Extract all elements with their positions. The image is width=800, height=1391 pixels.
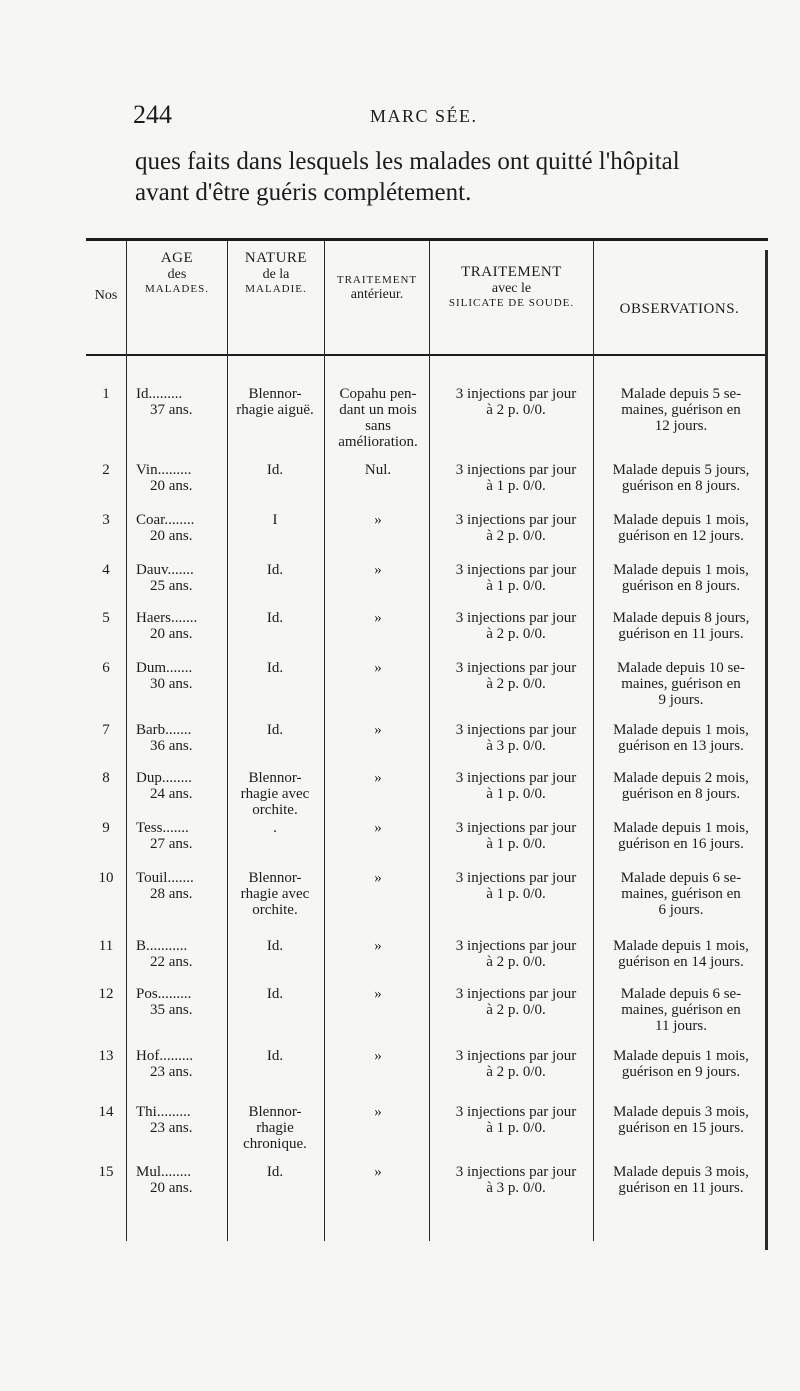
previous-treatment-line: amélioration.: [338, 434, 418, 450]
patient-cell: [136, 562, 226, 594]
previous-treatment-cell: [326, 820, 430, 836]
disease-nature-line: rhagie aiguë.: [236, 402, 314, 418]
patient-age: 20 ans.: [150, 1180, 193, 1196]
header-prev: [325, 274, 429, 303]
observation-line: maines, guérison en: [621, 402, 741, 418]
patient-name: Mul........: [136, 1164, 192, 1180]
observation-cell: [597, 660, 765, 708]
patient-age: 25 ans.: [150, 578, 193, 594]
disease-nature-cell: [232, 1104, 318, 1152]
silicate-treatment-line: à 2 p. 0/0.: [486, 954, 546, 970]
previous-treatment-line: »: [374, 512, 382, 528]
disease-nature-line: Id.: [266, 722, 284, 738]
patient-name: Tess.......: [136, 820, 189, 836]
disease-nature-line: Blennor-: [248, 386, 302, 402]
silicate-treatment-cell: [432, 1104, 600, 1136]
patient-cell: [136, 986, 226, 1018]
header-prev-l2: antérieur.: [350, 286, 404, 302]
silicate-treatment-line: à 1 p. 0/0.: [486, 578, 546, 594]
row-number: 6: [102, 660, 110, 676]
observation-line: Malade depuis 10 se-: [617, 660, 745, 676]
previous-treatment-line: »: [374, 1164, 382, 1180]
patient-cell: [136, 610, 226, 642]
patient-name: Dup........: [136, 770, 192, 786]
silicate-treatment-cell: [432, 386, 600, 418]
row-number: 13: [98, 1048, 114, 1064]
observation-cell: [597, 386, 765, 434]
patient-name: Thi.........: [136, 1104, 191, 1120]
disease-nature-line: I: [272, 512, 278, 528]
header-obs: [594, 300, 765, 318]
previous-treatment-line: »: [374, 820, 382, 836]
row-number: 9: [102, 820, 110, 836]
silicate-treatment-cell: [432, 562, 600, 594]
silicate-treatment-line: 3 injections par jour: [455, 610, 577, 626]
previous-treatment-cell: [326, 938, 430, 954]
patient-name: Vin.........: [136, 462, 192, 478]
header-treat: [430, 264, 593, 310]
patient-cell: [136, 386, 226, 418]
silicate-treatment-cell: [432, 820, 600, 852]
observation-line: Malade depuis 8 jours,: [612, 610, 750, 626]
silicate-treatment-line: à 1 p. 0/0.: [486, 836, 546, 852]
previous-treatment-line: dant un mois: [339, 402, 417, 418]
silicate-treatment-line: 3 injections par jour: [455, 1164, 577, 1180]
disease-nature-cell: [232, 870, 318, 918]
disease-nature-cell: [232, 1048, 318, 1064]
patient-cell: [136, 820, 226, 852]
observation-cell: [597, 512, 765, 544]
disease-nature-cell: [232, 462, 318, 478]
observation-line: 12 jours.: [654, 418, 708, 434]
patient-cell: [136, 770, 226, 802]
silicate-treatment-cell: [432, 770, 600, 802]
silicate-treatment-line: à 1 p. 0/0.: [486, 1120, 546, 1136]
observation-cell: [597, 462, 765, 494]
header-num: [86, 286, 126, 304]
silicate-treatment-line: 3 injections par jour: [455, 660, 577, 676]
column-divider: [324, 241, 325, 1241]
silicate-treatment-cell: [432, 610, 600, 642]
page-number: 244: [133, 100, 172, 129]
observation-line: Malade depuis 5 jours,: [612, 462, 750, 478]
previous-treatment-line: »: [374, 986, 382, 1002]
previous-treatment-cell: [326, 462, 430, 478]
silicate-treatment-line: à 2 p. 0/0.: [486, 528, 546, 544]
previous-treatment-cell: [326, 386, 430, 450]
silicate-treatment-cell: [432, 512, 600, 544]
header-nature: [228, 250, 324, 296]
disease-nature-cell: [232, 770, 318, 818]
row-number: 15: [98, 1164, 114, 1180]
header-age: [127, 250, 227, 296]
disease-nature-line: Id.: [266, 462, 284, 478]
silicate-treatment-line: à 1 p. 0/0.: [486, 786, 546, 802]
previous-treatment-line: »: [374, 1104, 382, 1120]
patient-cell: [136, 870, 226, 902]
previous-treatment-line: »: [374, 722, 382, 738]
disease-nature-line: Id.: [266, 660, 284, 676]
observation-line: Malade depuis 1 mois,: [613, 562, 749, 578]
disease-nature-line: Id.: [266, 610, 284, 626]
header-treat-l2: avec le: [491, 281, 532, 297]
observation-cell: [597, 870, 765, 918]
header-treat-l1: TRAITEMENT: [461, 264, 562, 280]
header-obs-label: OBSERVATIONS.: [619, 301, 740, 317]
disease-nature-line: chronique.: [243, 1136, 307, 1152]
silicate-treatment-line: à 2 p. 0/0.: [486, 676, 546, 692]
patient-age: 22 ans.: [150, 954, 193, 970]
row-number: 2: [102, 462, 110, 478]
column-divider: [227, 241, 228, 1241]
header-age-l3: MALADES.: [145, 283, 209, 296]
patient-age: 20 ans.: [150, 626, 193, 642]
silicate-treatment-line: 3 injections par jour: [455, 770, 577, 786]
intro-line: avant d'être guéris complétement.: [135, 179, 472, 206]
patient-name: Haers.......: [136, 610, 198, 626]
observation-line: Malade depuis 6 se-: [620, 870, 742, 886]
observation-cell: [597, 770, 765, 802]
patient-cell: [136, 1104, 226, 1136]
table-right-border: [765, 250, 768, 1250]
observation-cell: [597, 1048, 765, 1080]
silicate-treatment-cell: [432, 870, 600, 902]
header-age-l1: AGE: [160, 250, 194, 266]
disease-nature-line: Blennor-: [248, 1104, 302, 1120]
silicate-treatment-line: 3 injections par jour: [455, 1104, 577, 1120]
observation-line: guérison en 14 jours.: [618, 954, 744, 970]
patient-cell: [136, 1048, 226, 1080]
header-num-label: Nos: [94, 288, 118, 303]
patient-name: Hof.........: [136, 1048, 194, 1064]
patient-age: 36 ans.: [150, 738, 193, 754]
disease-nature-line: Id.: [266, 938, 284, 954]
observation-line: Malade depuis 5 se-: [620, 386, 742, 402]
header-age-l2: des: [167, 267, 187, 283]
observation-line: guérison en 8 jours.: [621, 786, 741, 802]
observation-cell: [597, 938, 765, 970]
observation-line: maines, guérison en: [621, 676, 741, 692]
silicate-treatment-cell: [432, 1164, 600, 1196]
previous-treatment-line: »: [374, 870, 382, 886]
previous-treatment-line: »: [374, 660, 382, 676]
patient-age: 23 ans.: [150, 1064, 193, 1080]
disease-nature-line: orchite.: [252, 802, 298, 818]
silicate-treatment-line: à 2 p. 0/0.: [486, 1002, 546, 1018]
previous-treatment-line: Nul.: [364, 462, 392, 478]
patient-cell: [136, 462, 226, 494]
header-nature-l2: de la: [262, 267, 290, 283]
previous-treatment-line: sans: [365, 418, 391, 434]
observation-line: 11 jours.: [655, 1018, 707, 1034]
row-number: 4: [102, 562, 110, 578]
header-nature-l1: NATURE: [244, 250, 308, 266]
silicate-treatment-cell: [432, 1048, 600, 1080]
row-number: 3: [102, 512, 110, 528]
silicate-treatment-line: 3 injections par jour: [455, 386, 577, 402]
silicate-treatment-line: 3 injections par jour: [455, 512, 577, 528]
disease-nature-cell: [232, 986, 318, 1002]
patient-cell: [136, 722, 226, 754]
patient-cell: [136, 660, 226, 692]
silicate-treatment-line: 3 injections par jour: [455, 870, 577, 886]
silicate-treatment-line: 3 injections par jour: [455, 938, 577, 954]
row-number: 10: [98, 870, 114, 886]
observation-line: guérison en 9 jours.: [621, 1064, 741, 1080]
observation-line: guérison en 11 jours.: [618, 626, 744, 642]
disease-nature-line: rhagie: [256, 1120, 294, 1136]
disease-nature-line: Blennor-: [248, 770, 302, 786]
patient-cell: [136, 1164, 226, 1196]
observation-line: Malade depuis 2 mois,: [613, 770, 749, 786]
running-head: MARC SÉE.: [370, 106, 478, 126]
row-number: 11: [98, 938, 114, 954]
disease-nature-cell: [232, 660, 318, 676]
observation-line: Malade depuis 1 mois,: [613, 1048, 749, 1064]
disease-nature-line: Id.: [266, 986, 284, 1002]
silicate-treatment-cell: [432, 660, 600, 692]
previous-treatment-cell: [326, 660, 430, 676]
silicate-treatment-cell: [432, 986, 600, 1018]
silicate-treatment-line: à 1 p. 0/0.: [486, 478, 546, 494]
disease-nature-line: rhagie avec: [240, 786, 310, 802]
observation-line: maines, guérison en: [621, 886, 741, 902]
observation-line: guérison en 16 jours.: [618, 836, 744, 852]
previous-treatment-line: »: [374, 770, 382, 786]
patient-age: 20 ans.: [150, 478, 193, 494]
previous-treatment-cell: [326, 770, 430, 786]
observation-cell: [597, 820, 765, 852]
silicate-treatment-line: à 1 p. 0/0.: [486, 886, 546, 902]
silicate-treatment-line: à 2 p. 0/0.: [486, 626, 546, 642]
observation-line: Malade depuis 1 mois,: [613, 512, 749, 528]
patient-age: 24 ans.: [150, 786, 193, 802]
silicate-treatment-line: à 3 p. 0/0.: [486, 738, 546, 754]
disease-nature-line: orchite.: [252, 902, 298, 918]
patient-name: Dauv.......: [136, 562, 194, 578]
silicate-treatment-cell: [432, 462, 600, 494]
observation-line: guérison en 8 jours.: [621, 578, 741, 594]
disease-nature-cell: [232, 938, 318, 954]
disease-nature-cell: [232, 512, 318, 528]
observation-cell: [597, 1164, 765, 1196]
patient-age: 27 ans.: [150, 836, 193, 852]
previous-treatment-cell: [326, 986, 430, 1002]
previous-treatment-cell: [326, 1048, 430, 1064]
patient-name: Pos.........: [136, 986, 192, 1002]
header-prev-l1: TRAITEMENT: [336, 274, 418, 286]
silicate-treatment-line: 3 injections par jour: [455, 562, 577, 578]
intro-paragraph: [135, 146, 765, 208]
silicate-treatment-line: 3 injections par jour: [455, 722, 577, 738]
patient-age: 35 ans.: [150, 1002, 193, 1018]
observation-line: Malade depuis 3 mois,: [613, 1164, 749, 1180]
previous-treatment-cell: [326, 512, 430, 528]
row-number: 14: [98, 1104, 114, 1120]
intro-line: ques faits dans lesquels les malades ont quitté l'hôpital: [135, 148, 680, 175]
observation-line: guérison en 15 jours.: [618, 1120, 744, 1136]
observations-table: [86, 238, 768, 1250]
silicate-treatment-line: 3 injections par jour: [455, 986, 577, 1002]
disease-nature-line: Id.: [266, 1164, 284, 1180]
observation-cell: [597, 562, 765, 594]
previous-treatment-line: »: [374, 610, 382, 626]
row-number: 12: [98, 986, 114, 1002]
disease-nature-cell: [232, 820, 318, 836]
patient-age: 37 ans.: [150, 402, 193, 418]
previous-treatment-cell: [326, 562, 430, 578]
observation-line: Malade depuis 1 mois,: [613, 722, 749, 738]
patient-name: Id.........: [136, 386, 183, 402]
previous-treatment-cell: [326, 610, 430, 626]
patient-name: B...........: [136, 938, 188, 954]
previous-treatment-cell: [326, 1104, 430, 1120]
disease-nature-line: rhagie avec: [240, 886, 310, 902]
observation-cell: [597, 986, 765, 1034]
disease-nature-line: Id.: [266, 562, 284, 578]
header-rule: [86, 354, 768, 356]
row-number: 5: [102, 610, 110, 626]
patient-name: Dum.......: [136, 660, 193, 676]
disease-nature-cell: [232, 562, 318, 578]
silicate-treatment-line: 3 injections par jour: [455, 462, 577, 478]
disease-nature-cell: [232, 1164, 318, 1180]
patient-name: Barb.......: [136, 722, 192, 738]
silicate-treatment-line: à 2 p. 0/0.: [486, 1064, 546, 1080]
disease-nature-cell: [232, 610, 318, 626]
previous-treatment-line: »: [374, 562, 382, 578]
previous-treatment-line: »: [374, 938, 382, 954]
observation-line: guérison en 12 jours.: [618, 528, 744, 544]
observation-line: 6 jours.: [658, 902, 704, 918]
disease-nature-line: Id.: [266, 1048, 284, 1064]
patient-cell: [136, 938, 226, 970]
previous-treatment-line: Copahu pen-: [339, 386, 417, 402]
silicate-treatment-line: à 3 p. 0/0.: [486, 1180, 546, 1196]
patient-name: Coar........: [136, 512, 195, 528]
row-number: 7: [102, 722, 110, 738]
patient-age: 28 ans.: [150, 886, 193, 902]
silicate-treatment-cell: [432, 938, 600, 970]
header-nature-l3: MALADIE.: [245, 283, 307, 296]
previous-treatment-cell: [326, 1164, 430, 1180]
disease-nature-line: Blennor-: [248, 870, 302, 886]
patient-name: Touil.......: [136, 870, 194, 886]
observation-cell: [597, 722, 765, 754]
observation-line: Malade depuis 1 mois,: [613, 820, 749, 836]
silicate-treatment-line: à 2 p. 0/0.: [486, 402, 546, 418]
observation-line: Malade depuis 3 mois,: [613, 1104, 749, 1120]
patient-age: 20 ans.: [150, 528, 193, 544]
observation-line: guérison en 8 jours.: [621, 478, 741, 494]
disease-nature-cell: [232, 722, 318, 738]
disease-nature-line: .: [273, 820, 277, 836]
column-divider: [126, 241, 127, 1241]
row-number: 1: [102, 386, 110, 402]
observation-line: maines, guérison en: [621, 1002, 741, 1018]
previous-treatment-line: »: [374, 1048, 382, 1064]
patient-age: 30 ans.: [150, 676, 193, 692]
observation-line: guérison en 11 jours.: [618, 1180, 744, 1196]
silicate-treatment-line: 3 injections par jour: [455, 1048, 577, 1064]
observation-cell: [597, 1104, 765, 1136]
disease-nature-cell: [232, 386, 318, 418]
previous-treatment-cell: [326, 870, 430, 886]
observation-line: Malade depuis 1 mois,: [613, 938, 749, 954]
row-number: 8: [102, 770, 110, 786]
top-rule: [86, 238, 768, 241]
header-treat-l3: SILICATE DE SOUDE.: [448, 297, 575, 310]
observation-line: 9 jours.: [658, 692, 704, 708]
silicate-treatment-cell: [432, 722, 600, 754]
silicate-treatment-line: 3 injections par jour: [455, 820, 577, 836]
patient-age: 23 ans.: [150, 1120, 193, 1136]
observation-line: Malade depuis 6 se-: [620, 986, 742, 1002]
observation-line: guérison en 13 jours.: [618, 738, 744, 754]
observation-cell: [597, 610, 765, 642]
patient-cell: [136, 512, 226, 544]
previous-treatment-cell: [326, 722, 430, 738]
